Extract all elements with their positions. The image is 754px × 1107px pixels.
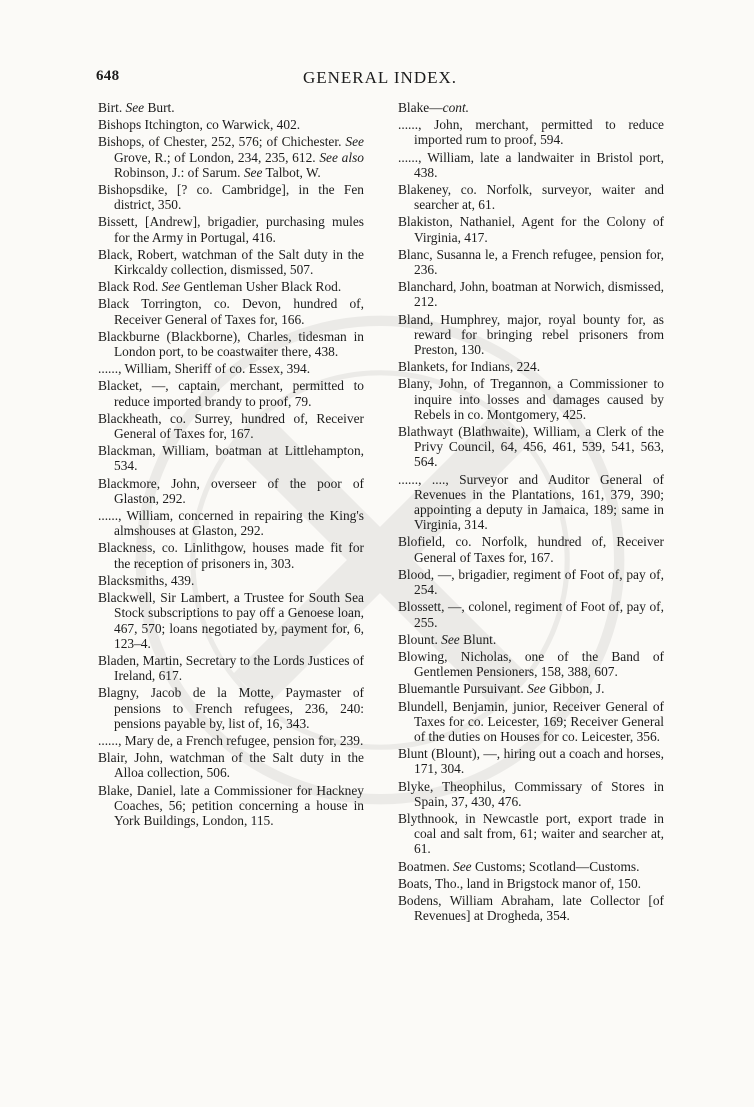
index-entry: Boatmen. See Customs; Scotland—Customs.	[398, 858, 640, 874]
index-entry: Blackburne (Blackborne), Charles, tidesman in London port, to be coastwaiter there, 438.	[98, 328, 364, 360]
index-entry: Blacket, —, captain, merchant, permitted to reduce imported brandy to proof, 79.	[98, 378, 364, 409]
index-entry: Blood, —, brigadier, regiment of Foot of, pay of, 254.	[398, 566, 664, 598]
index-entry: Boats, Tho., land in Brigstock manor of, 150.	[398, 875, 641, 891]
index-entry: Bluemantle Pursuivant. See Gibbon, J.	[398, 681, 605, 697]
index-entry: Blake—cont.	[398, 100, 470, 115]
index-entry: Black Torrington, co. Devon, hundred of, Receiver General of Taxes for, 166.	[98, 296, 364, 327]
index-entry: Blacksmiths, 439.	[98, 572, 195, 588]
index-entry: Bland, Humphrey, major, royal bounty for, as reward for bringing rebel prisoners from Preston, 130.	[398, 311, 664, 358]
index-entry: Bodens, William Abraham, late Collector [of Revenues] at Drogheda, 354.	[398, 892, 664, 924]
index-entry: Blackness, co. Linlithgow, houses made fit for the reception of prisoners in, 303.	[98, 540, 364, 571]
index-entry: ......, William, Sheriff of co. Essex, 394.	[98, 361, 311, 377]
index-entry: ......, William, late a landwaiter in Bristol port, 438.	[398, 149, 664, 180]
index-entry: Bishopsdike, [? co. Cambridge], in the Fen district, 350.	[98, 182, 364, 213]
index-entry: Blythnook, in Newcastle port, export trade in coal and salt from, 61; waiter and searcher at, 61.	[398, 810, 664, 857]
index-entry: Blanc, Susanna le, a French refugee, pension for, 236.	[398, 246, 664, 278]
index-entry: Blany, John, of Tregannon, a Commissioner to inquire into losses and damages caused by Rebels in co. Montgomery, 425.	[398, 376, 664, 422]
index-entry: Birt. See Burt.	[98, 100, 175, 115]
index-entry: Blyke, Theophilus, Commissary of Stores in Spain, 37, 430, 476.	[398, 778, 664, 809]
index-entry: Bissett, [Andrew], brigadier, purchasing mules for the Army in Portugal, 416.	[98, 214, 364, 245]
index-entry: Blowing, Nicholas, one of the Band of Gentlemen Pensioners, 158, 388, 607.	[398, 648, 664, 680]
index-entry: Blount. See Blunt.	[398, 631, 497, 647]
index-entry: Blakiston, Nathaniel, Agent for the Colony of Virginia, 417.	[398, 214, 664, 245]
left-column	[98, 100, 364, 830]
index-entry: Blackheath, co. Surrey, hundred of, Receiver General of Taxes for, 167.	[98, 410, 364, 442]
index-entry: Blackwell, Sir Lambert, a Trustee for South Sea Stock subscriptions to pay off a Genoese loan, 467, 570; loans negotiated by, payment for, 6, 123–4.	[98, 590, 364, 651]
index-entry: Blakeney, co. Norfolk, surveyor, waiter and searcher at, 61.	[398, 182, 664, 213]
index-entry: Black Rod. See Gentleman Usher Black Rod.	[98, 279, 342, 295]
page-header	[96, 68, 664, 90]
index-entry: ......, ...., Surveyor and Auditor General of Revenues in the Plantations, 161, 379, 390; appointing a deputy in Jamaica, 189; same in Virginia, 314.	[398, 471, 664, 533]
index-entry: Blackman, William, boatman at Littlehampton, 534.	[98, 443, 364, 474]
index-entry: Bladen, Martin, Secretary to the Lords Justices of Ireland, 617.	[98, 652, 364, 684]
index-entry: Bishops, of Chester, 252, 576; of Chichester. See Grove, R.; of London, 234, 235, 612. See also Robinson, J.: of Sarum. See Talbot, W.	[98, 134, 364, 180]
index-entry: ......, John, merchant, permitted to reduce imported rum to proof, 594.	[398, 117, 664, 148]
page-number: 648	[96, 68, 120, 84]
index-entry: ......, William, concerned in repairing the King's almshouses at Glaston, 292.	[98, 508, 364, 539]
running-head: GENERAL INDEX.	[302, 68, 458, 87]
index-entry: Blankets, for Indians, 224.	[398, 359, 541, 375]
index-entry: Blossett, —, colonel, regiment of Foot of, pay of, 255.	[398, 599, 664, 630]
index-entry: Blagny, Jacob de la Motte, Paymaster of pensions to French refugees, 236, 240: pensions payable by, list of, 16, 343.	[98, 685, 364, 731]
index-entry: Blunt (Blount), —, hiring out a coach and horses, 171, 304.	[398, 746, 664, 777]
index-entry: Black, Robert, watchman of the Salt duty in the Kirkcaldy collection, dismissed, 507.	[98, 246, 364, 278]
index-entry: Bishops Itchington, co Warwick, 402.	[98, 117, 301, 133]
index-entry: Blake, Daniel, late a Commissioner for Hackney Coaches, 56; petition concerning a house in York Buildings, London, 115.	[98, 782, 364, 828]
index-entry: Blofield, co. Norfolk, hundred of, Receiver General of Taxes for, 167.	[398, 534, 664, 565]
index-entry: Blundell, Benjamin, junior, Receiver General of Taxes for co. Leicester, 169; Receiver General of the duties on Houses for co. Leicester, 356.	[398, 698, 664, 744]
index-entry: Blackmore, John, overseer of the poor of Glaston, 292.	[98, 475, 364, 506]
index-entry: ......, Mary de, a French refugee, pension for, 239.	[98, 732, 364, 748]
index-entry: Blanchard, John, boatman at Norwich, dismissed, 212.	[398, 279, 664, 310]
index-entry: Blair, John, watchman of the Salt duty in the Alloa collection, 506.	[98, 750, 364, 781]
right-column	[398, 100, 664, 925]
index-entry: Blathwayt (Blathwaite), William, a Clerk of the Privy Council, 64, 456, 461, 539, 541, 563, 564.	[398, 424, 664, 470]
